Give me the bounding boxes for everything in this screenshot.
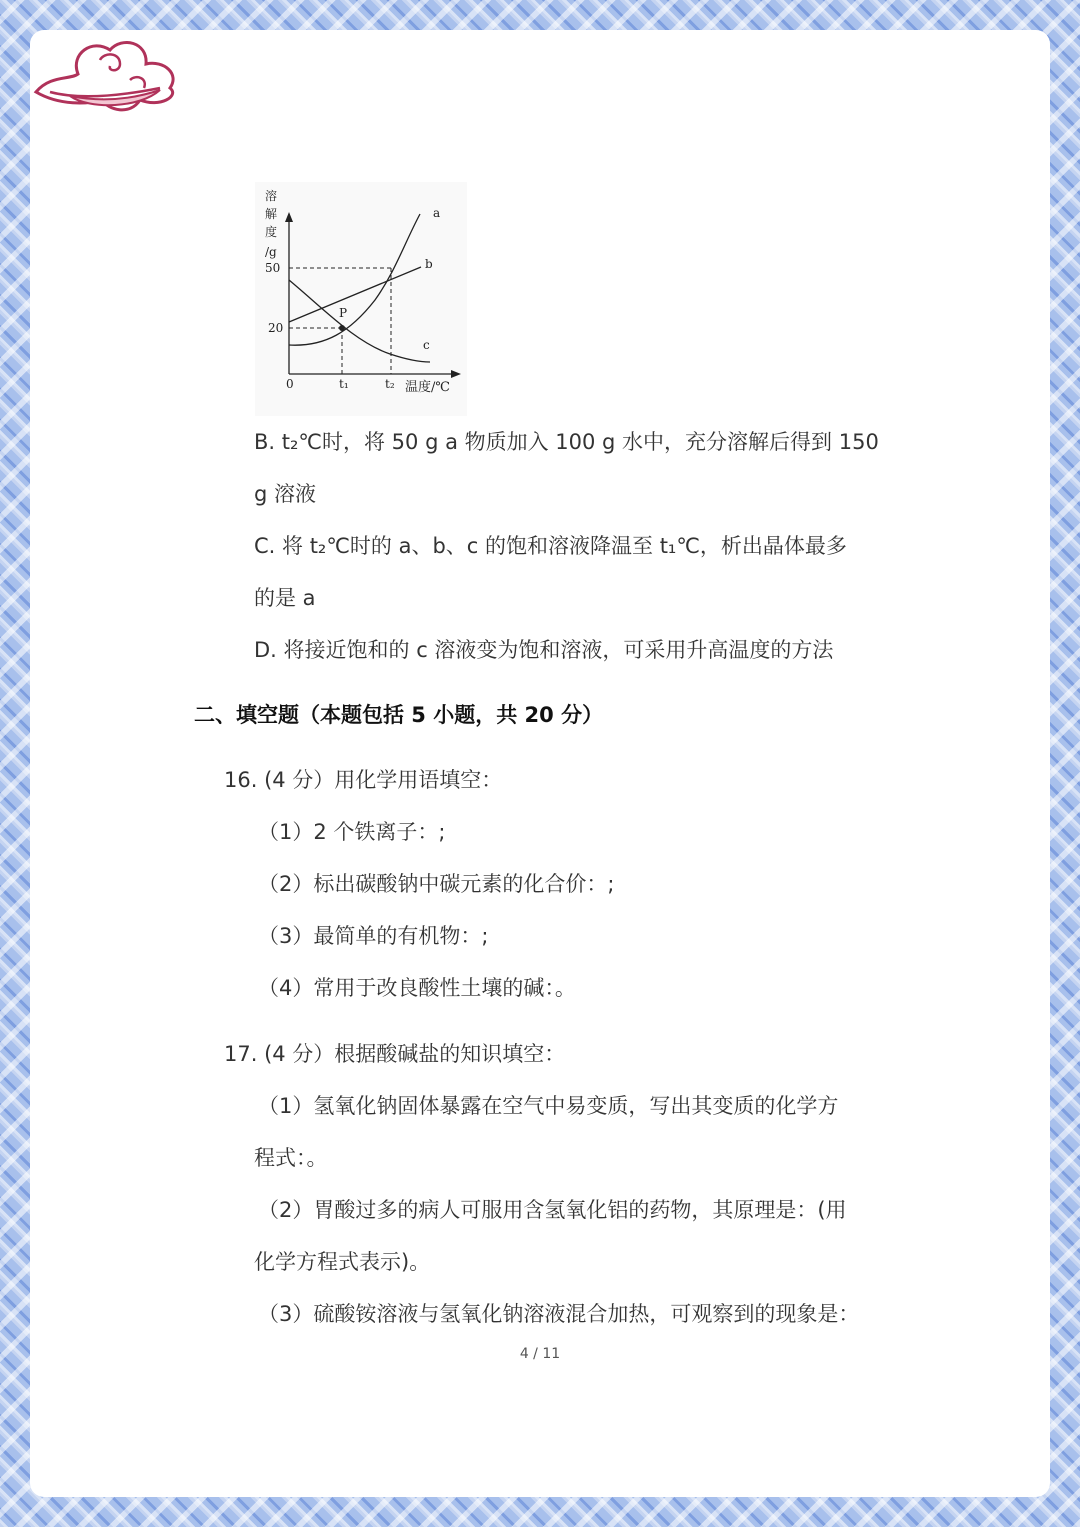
x-tick-0: 0: [286, 377, 294, 391]
point-p: [339, 325, 345, 331]
q16-item-4: （4）常用于改良酸性土壤的碱：。: [258, 976, 576, 1000]
point-label-p: P: [339, 306, 348, 320]
q17-line-3: （2）胃酸过多的病人可服用含氢氧化铝的药物，其原理是：(用: [258, 1198, 847, 1222]
q17-line-1: （1）氢氧化钠固体暴露在空气中易变质，写出其变质的化学方: [258, 1094, 839, 1118]
page-number: 4 / 11: [519, 1346, 561, 1362]
x-tick-t1: t₁: [339, 377, 349, 391]
option-b-line-2: g 溶液: [254, 482, 317, 506]
option-c-line-1: C. 将 t₂℃时的 a、b、c 的饱和溶液降温至 t₁℃，析出晶体最多: [254, 534, 847, 558]
q17-line-2: 程式：。: [254, 1146, 328, 1170]
q17-line-4: 化学方程式表示)。: [254, 1250, 431, 1274]
curve-b: [289, 267, 421, 322]
y-label-char: /g: [265, 245, 277, 259]
x-axis-label: 温度/℃: [405, 380, 450, 395]
solubility-chart: [255, 182, 467, 416]
q16-item-2: （2）标出碳酸钠中碳元素的化合价：;: [258, 872, 615, 896]
option-c-line-2: 的是 a: [254, 586, 316, 610]
q16-item-1: （1）2 个铁离子：;: [258, 820, 446, 844]
y-label-char: 度: [265, 225, 278, 239]
x-tick-t2: t₂: [385, 377, 395, 391]
cloud-ornament-icon: [30, 30, 190, 140]
x-axis-arrow: [451, 370, 461, 378]
curve-label-c: c: [423, 338, 430, 352]
option-d-line: D. 将接近饱和的 c 溶液变为饱和溶液，可采用升高温度的方法: [254, 638, 834, 662]
option-b-line-1: B. t₂℃时，将 50 g a 物质加入 100 g 水中，充分溶解后得到 150: [254, 430, 879, 454]
q16-item-3: （3）最简单的有机物：;: [258, 924, 489, 948]
y-axis-arrow: [285, 212, 293, 222]
q16-stem: 16. (4 分）用化学用语填空：: [224, 768, 503, 792]
y-tick-20: 20: [268, 321, 284, 335]
y-label-char: 解: [265, 207, 278, 221]
curve-a: [289, 214, 420, 345]
y-label-char: 溶: [265, 189, 278, 203]
document-page: [30, 30, 1050, 1497]
curve-label-b: b: [425, 257, 433, 271]
q17-line-5: （3）硫酸铵溶液与氢氧化钠溶液混合加热，可观察到的现象是：: [258, 1302, 860, 1326]
curve-label-a: a: [433, 206, 441, 220]
y-tick-50: 50: [265, 261, 281, 275]
q17-stem: 17. (4 分）根据酸碱盐的知识填空：: [224, 1042, 566, 1066]
section-heading: 二、填空题（本题包括 5 小题，共 20 分）: [194, 703, 604, 727]
